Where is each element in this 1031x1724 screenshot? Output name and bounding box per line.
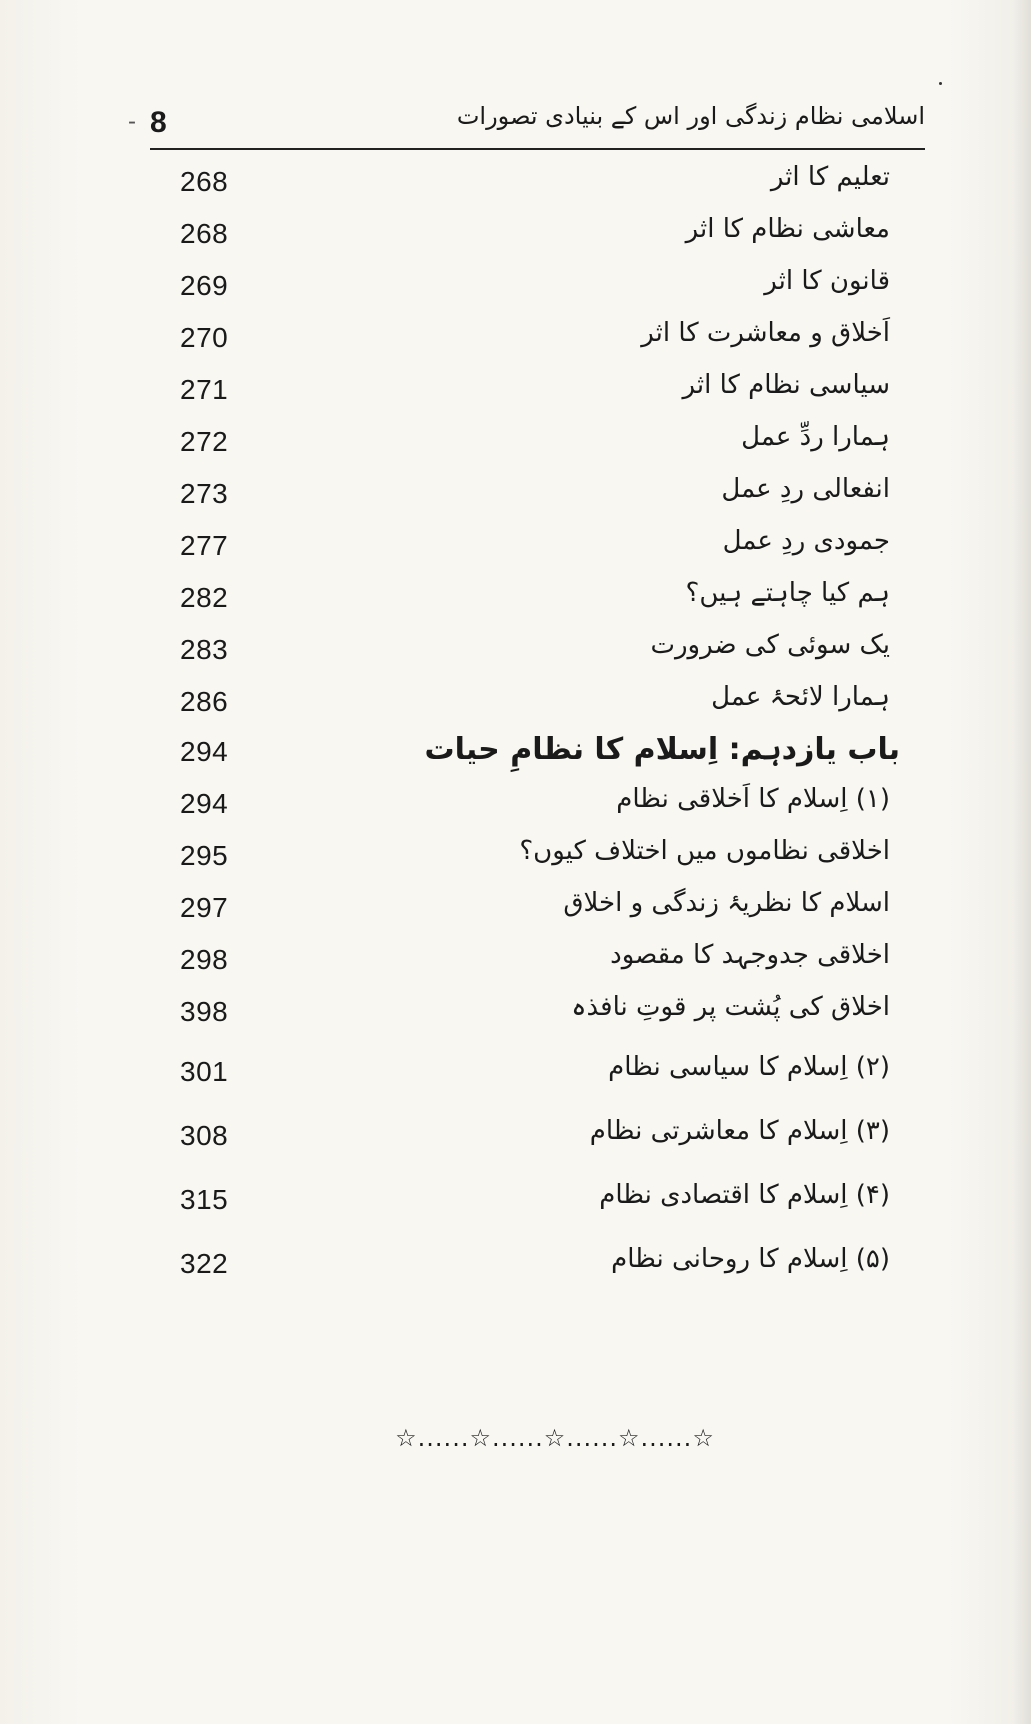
toc-entry-title: اخلاقی جدوجہد کا مقصود [610,940,890,970]
toc-row [150,680,890,728]
toc-page-number: 282 [180,582,229,613]
toc-page-number: 294 [180,788,229,819]
toc-page-number: 269 [180,270,229,301]
toc-entry-title: جمودی ردِ عمل [722,526,890,556]
toc-row [150,782,890,830]
toc-entry-title: ہمارا لائحۂ عمل [711,682,890,712]
page-number-dash: - [128,108,136,135]
toc-row [150,1242,890,1290]
toc-entry-title: معاشی نظام کا اثر [685,214,890,244]
toc-entry-title: اخلاقی نظاموں میں اختلاف کیوں؟ [519,836,890,866]
toc-page-number: 308 [180,1120,229,1151]
toc-row [150,524,890,572]
toc-entry-title: انفعالی ردِ عمل [721,474,890,504]
running-book-title: اسلامی نظام زندگی اور اس کے بنیادی تصورات [456,102,925,130]
toc-row [150,990,890,1038]
toc-row [150,938,890,986]
toc-page-number: 301 [180,1056,229,1087]
toc-page-number: 283 [180,634,229,665]
toc-entry-title: اسلام کا نظریۂ زندگی و اخلاق [563,888,890,918]
page-edge-shadow [1013,0,1031,1724]
toc-page-number: 315 [180,1184,229,1215]
toc-page-number: 398 [180,996,229,1027]
toc-page-number: 298 [180,944,229,975]
toc-page-number: 272 [180,426,229,457]
toc-page-number: 277 [180,530,229,561]
star-divider: ☆......☆......☆......☆......☆ [395,1424,715,1452]
toc-row [150,886,890,934]
toc-row [150,160,890,208]
page-header [128,102,925,146]
toc-row [150,834,890,882]
toc-entry-title: سیاسی نظام کا اثر [682,370,890,400]
toc-page-number: 268 [180,166,229,197]
toc-page-number: 268 [180,218,229,249]
toc-row [150,628,890,676]
toc-page-number: 322 [180,1248,229,1279]
toc-page-number: 294 [180,736,229,767]
toc-page-number: 271 [180,374,229,405]
toc-entry-title: ہم کیا چاہتے ہیں؟ [685,578,890,608]
toc-entry-title: (۳) اِسلام کا معاشرتی نظام [589,1116,890,1146]
toc-entry-title: قانون کا اثر [764,266,890,296]
page-number: 8 [150,106,167,139]
toc-page-number: 286 [180,686,229,717]
toc-entry-title: یک سوئی کی ضرورت [650,630,890,660]
toc-row [150,1178,890,1226]
toc-entry-title: ہمارا ردِّ عمل [741,422,890,452]
toc-chapter-title: باب یازدہم: اِسلام کا نظامِ حیات [424,732,900,767]
print-speck [939,82,942,85]
toc-entry-title: (۲) اِسلام کا سیاسی نظام [608,1052,890,1082]
toc-page-number: 295 [180,840,229,871]
toc-entry-title: تعلیم کا اثر [770,162,890,192]
toc-entry-title: (۴) اِسلام کا اقتصادی نظام [599,1180,890,1210]
toc-row [150,1050,890,1098]
toc-chapter-row [150,730,900,778]
toc-row [150,316,890,364]
toc-row [150,368,890,416]
toc-entry-title: (۱) اِسلام کا اَخلاقی نظام [616,784,890,814]
toc-entry-title: (۵) اِسلام کا روحانی نظام [611,1244,890,1274]
toc-page-number: 270 [180,322,229,353]
toc-row [150,420,890,468]
toc-row [150,264,890,312]
toc-entry-title: اخلاق کی پُشت پر قوتِ نافذہ [571,992,890,1022]
toc-row [150,472,890,520]
header-rule [150,148,925,150]
toc-row [150,576,890,624]
toc-entry-title: اَخلاق و معاشرت کا اثر [641,318,890,348]
toc-row [150,212,890,260]
toc-row [150,1114,890,1162]
toc-page-number: 297 [180,892,229,923]
toc-page-number: 273 [180,478,229,509]
